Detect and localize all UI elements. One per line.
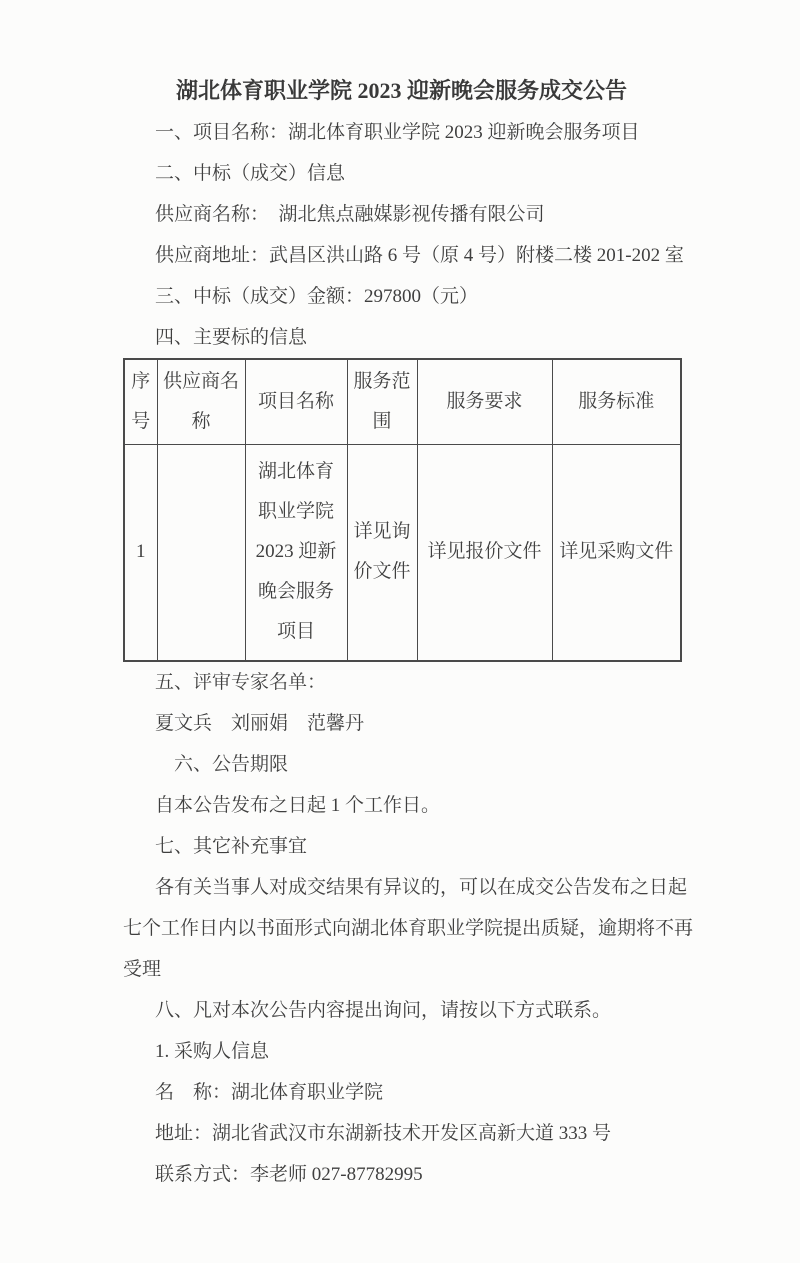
column-header-standard: 服务标准 bbox=[552, 359, 681, 445]
paragraph-purchaser-heading: 1. 采购人信息 bbox=[155, 1040, 270, 1062]
document-title: 湖北体育职业学院 2023 迎新晚会服务成交公告 bbox=[175, 78, 627, 103]
paragraph-supplier-address: 供应商地址：武昌区洪山路 6 号（原 4 号）附楼二楼 201-202 室 bbox=[155, 245, 684, 266]
cell-supplier bbox=[157, 445, 245, 661]
paragraph-other-heading: 七、其它补充事宜 bbox=[155, 835, 308, 857]
document-content bbox=[123, 76, 694, 1195]
paragraph-notice-period-heading: 六、公告期限 bbox=[155, 753, 289, 775]
cell-requirement: 详见报价文件 bbox=[417, 445, 552, 661]
paragraph-notice-period: 自本公告发布之日起 1 个工作日。 bbox=[155, 794, 441, 816]
paragraph-award-amount: 三、中标（成交）金额：297800（元） bbox=[155, 286, 479, 307]
paragraph-objection-line2: 七个工作日内以书面形式向湖北体育职业学院提出质疑，逾期将不再 bbox=[123, 917, 694, 939]
cell-project: 湖北体育职业学院 2023 迎新晚会服务项目 bbox=[245, 445, 347, 661]
column-header-supplier: 供应商名称 bbox=[157, 359, 245, 445]
paragraph-purchaser-address: 地址：湖北省武汉市东湖新技术开发区高新大道 333 号 bbox=[155, 1122, 612, 1144]
paragraph-contact: 联系方式：李老师 027-87782995 bbox=[155, 1163, 423, 1185]
column-header-project: 项目名称 bbox=[245, 359, 347, 445]
paragraph-objection-line1: 各有关当事人对成交结果有异议的，可以在成交公告发布之日起 bbox=[155, 876, 688, 898]
paragraph-supplier-name: 供应商名称： 湖北焦点融媒影视传播有限公司 bbox=[155, 204, 545, 225]
paragraph-purchaser-name: 名 称：湖北体育职业学院 bbox=[155, 1081, 384, 1103]
paragraph-experts-heading: 五、评审专家名单： bbox=[155, 671, 327, 693]
table-row bbox=[124, 445, 681, 661]
paragraph-inquiry-heading: 八、凡对本次公告内容提出询问，请按以下方式联系。 bbox=[155, 999, 612, 1021]
paragraph-experts-list: 夏文兵 刘丽娟 范馨丹 bbox=[155, 712, 365, 734]
paragraph-main-subject-heading: 四、主要标的信息 bbox=[155, 327, 308, 348]
cell-scope: 详见询价文件 bbox=[347, 445, 417, 661]
paragraph-project-name: 一、项目名称：湖北体育职业学院 2023 迎新晚会服务项目 bbox=[155, 122, 640, 143]
column-header-requirement: 服务要求 bbox=[417, 359, 552, 445]
cell-seq: 1 bbox=[124, 445, 157, 661]
paragraph-award-info-heading: 二、中标（成交）信息 bbox=[155, 163, 346, 184]
paragraph-objection-line3: 受理 bbox=[123, 958, 162, 980]
main-subject-table bbox=[123, 358, 682, 662]
table-header-row bbox=[124, 359, 681, 445]
cell-standard: 详见采购文件 bbox=[552, 445, 681, 661]
column-header-seq: 序号 bbox=[124, 359, 157, 445]
column-header-scope: 服务范围 bbox=[347, 359, 417, 445]
